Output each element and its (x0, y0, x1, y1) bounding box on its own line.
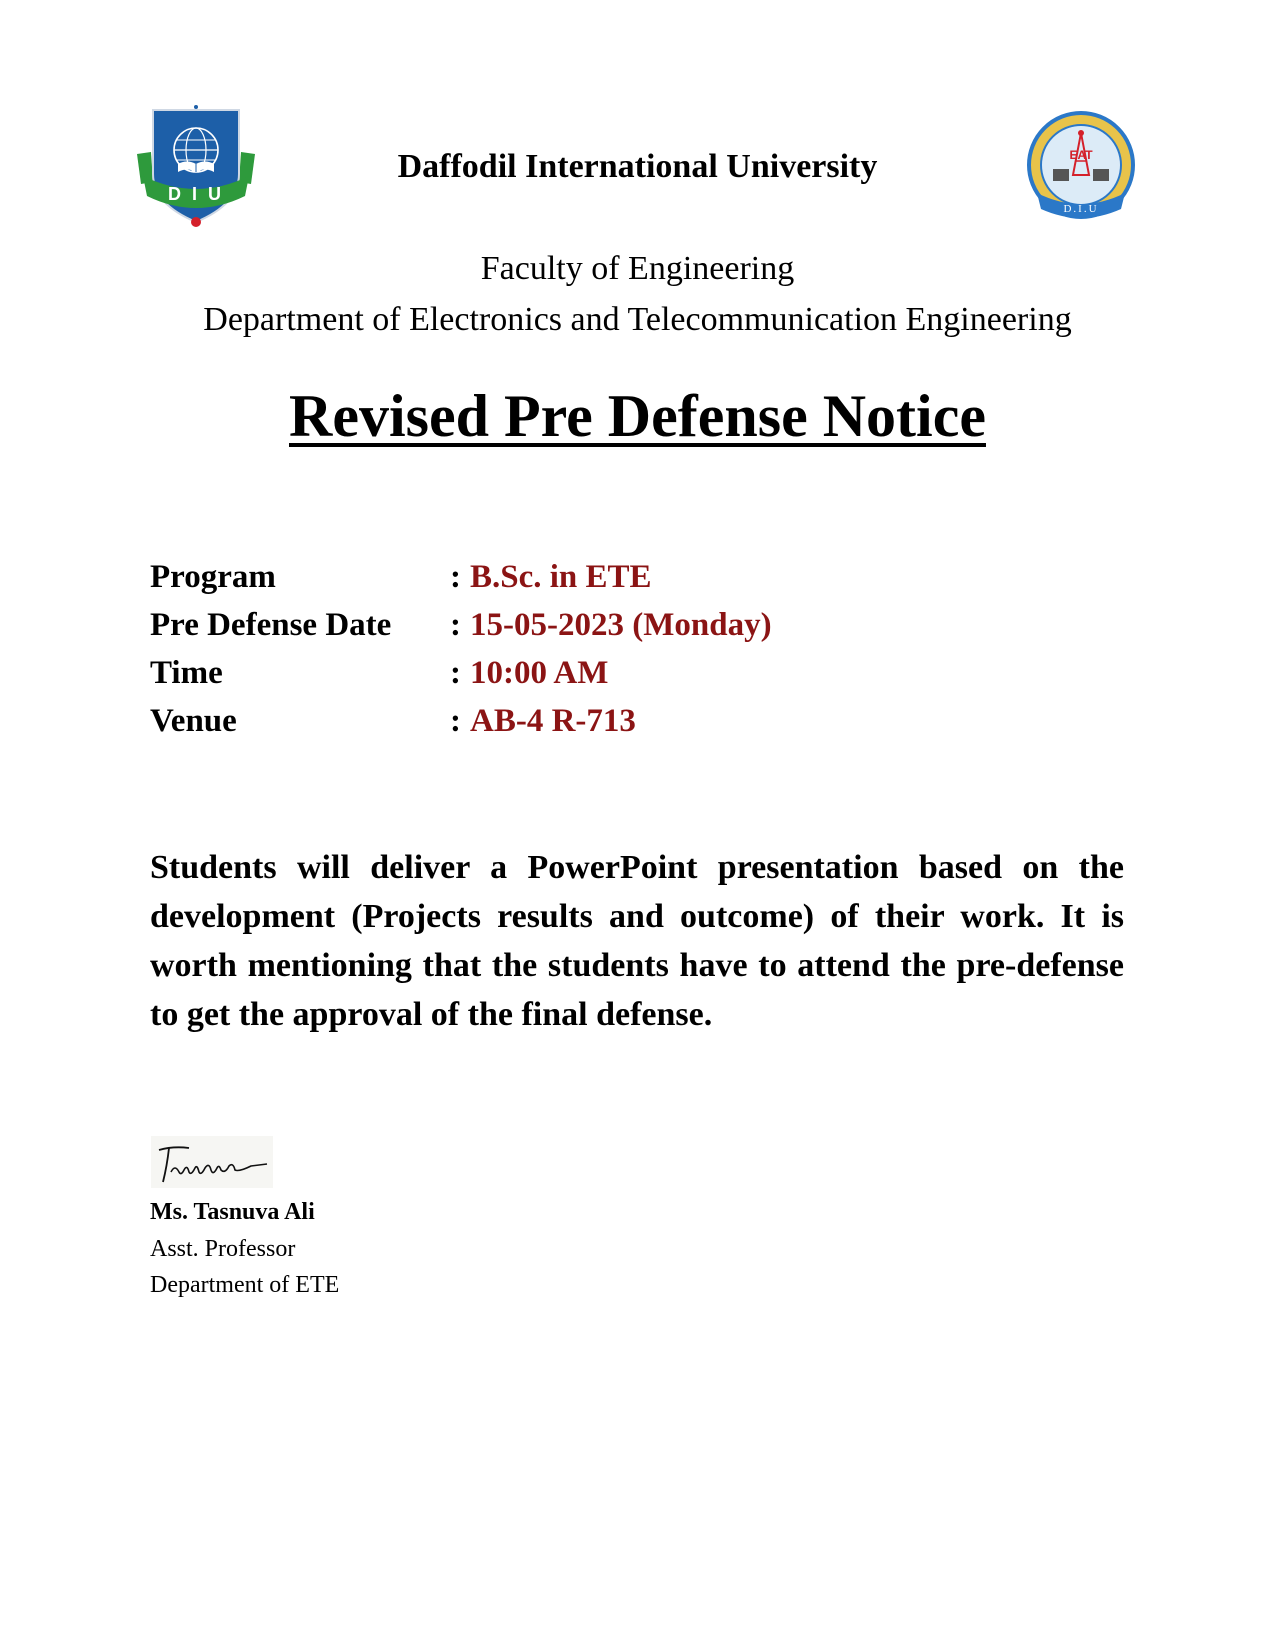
detail-label: Venue (150, 703, 237, 739)
detail-colon: : (450, 607, 461, 643)
notice-body-paragraph: Students will deliver a PowerPoint presentation based on the development (Projects results and outcome) of their work. It is worth mentioning that the students have to attend the pre-defense to get the approval of the final defense. (150, 849, 1124, 1033)
detail-value-date: 15-05-2023 (Monday) (470, 607, 772, 643)
detail-value-venue: AB-4 R-713 (470, 703, 636, 739)
detail-colon: : (450, 559, 461, 595)
detail-colon: : (450, 655, 461, 691)
detail-label: Time (150, 655, 223, 691)
notice-title-text: Revised Pre Defense Notice (289, 383, 986, 449)
university-name: Daffodil International University (397, 148, 878, 185)
department-name: Department of Electronics and Telecommunication Engineering (203, 301, 1072, 338)
detail-label: Program (150, 559, 276, 595)
diu-logo-letters: D I U (167, 184, 225, 204)
faculty-name: Faculty of Engineering (480, 250, 795, 287)
detail-colon: : (450, 703, 461, 739)
signer-name: Ms. Tasnuva Ali (150, 1199, 315, 1225)
detail-value-time: 10:00 AM (470, 655, 609, 691)
signer-title: Asst. Professor (150, 1236, 296, 1262)
detail-label: Pre Defense Date (150, 607, 392, 643)
ete-logo-center-text: EAT (1069, 148, 1093, 162)
signature-image (151, 1136, 273, 1188)
notice-title (0, 383, 1275, 449)
signer-department: Department of ETE (150, 1272, 340, 1298)
detail-value-program: B.Sc. in ETE (470, 559, 652, 595)
ete-logo-bottom-text: D.I.U (1063, 203, 1099, 215)
